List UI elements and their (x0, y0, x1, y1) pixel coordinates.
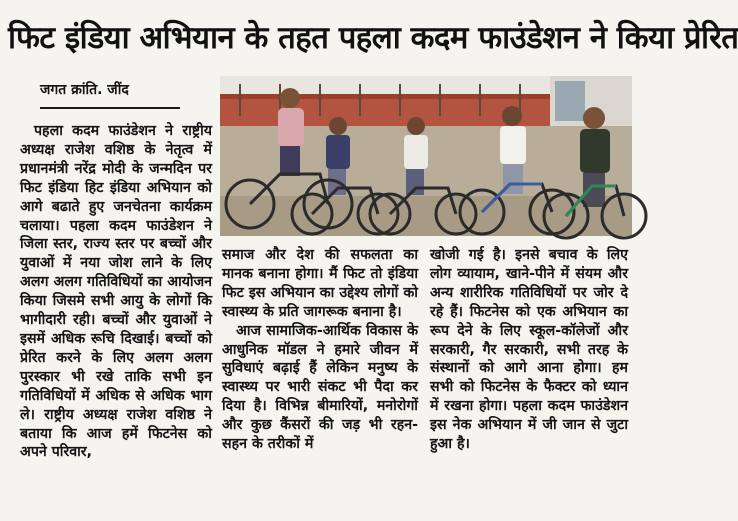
article-column-3-text: खोजी गई है। इनसे बचाव के लिए लोग व्यायाम, खाने-पीने में संयम और अन्य शारीरिक गतिविधियों पर जोर दे रहे हैं। फिटनेस को एक अभियान का रूप देने के लिए स्कूल-कॉलेजों और सरकारी, गैर सरकारी, सभी तरह के संस्थानों को आगे आना होगा। हम सभी को फिटनेस के फैक्टर को ध्यान में रखना होगा। पहला कदम फाउंडेशन इस नेक अभियान में जी जान से जुटा हुआ है। (430, 247, 628, 453)
byline-underline (40, 107, 180, 109)
article-column-2-paragraph-1: समाज और देश की सफलता का मानक बनाना होगा। मैं फिट तो इंडिया फिट इस अभियान का उद्देश्य लोगों को स्वास्थ्य के प्रति जागरूक बनाना है। (222, 247, 418, 320)
article-column-2-paragraph-2: आज सामाजिक-आर्थिक विकास के आधुनिक मॉडल ने हमारे जीवन में सुविधाएं बढ़ाई हैं लेकिन मनुष्य के स्वास्थ्य पर भारी संकट भी पैदा कर दिया है। विभिन्न बीमारियों, मनोरोगों और कुछ कैंसरों की जड़ भी रहन-सहन के तरीकों में (222, 322, 418, 453)
article-column-1-text: पहला कदम फाउंडेशन ने राष्ट्रीय अध्यक्ष राजेश वशिष्ठ के नेतृत्व में प्रधानमंत्री नरेंद्र मोदी के जन्मदिन पर फिट इंडिया हिट इंडिया अभियान को आगे बढाते हुए जनचेतना कार्यक्रम चलाया। पहला कदम फाउंडेशन ने जिला स्तर, राज्य स्तर पर बच्चों और युवाओं में नया जोश लाने के लिए अलग अलग गतिविधियों का आयोजन किया जिसमे सभी आयु के लोगों कि भागीदारी रही। बच्चों और युवाओं ने इसमें अधिक रूचि दिखाई। बच्चों को प्रेरित करने के लिए अलग अलग पुरस्कार भी रखे ताकि सभी इन गतिविधियों में अधिक से अधिक भाग ले। राष्ट्रीय अध्यक्ष राजेश वशिष्ठ ने बताया कि आज हमें फिटनेस को अपने परिवार, (20, 123, 212, 461)
news-photo (220, 76, 632, 236)
article-column-1 (20, 122, 212, 462)
headline: फिट इंडिया अभियान के तहत पहला कदम फाउंडेशन ने किया प्रेरित (8, 20, 738, 56)
byline: जगत क्रांति. जींद (40, 82, 129, 98)
article-column-3 (430, 246, 628, 454)
article-column-2 (222, 246, 418, 454)
children-with-bicycles-photo (220, 76, 632, 236)
